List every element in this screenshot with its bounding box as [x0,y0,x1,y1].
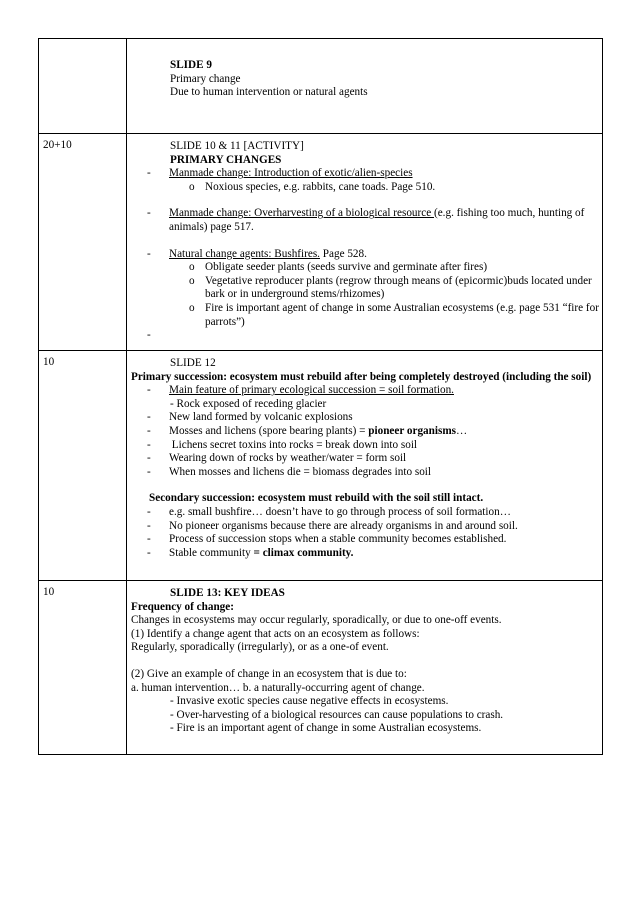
time-cell: 20+10 [39,134,127,351]
list-item: - Mosses and lichens (spore bearing plants) = pioneer organisms… [147,424,468,437]
content-cell [127,351,603,581]
content-cell [127,134,603,351]
content-cell [127,581,603,755]
section-heading: Secondary succession: ecosystem must rebuild with the soil still intact. [149,492,484,505]
time-cell: 10 [39,581,127,755]
content-cell [127,39,603,134]
list-item: - Lichens secret toxins into rocks = break down into soil [147,438,418,451]
text-line: - Invasive exotic species cause negative effects in ecosystems. [170,695,449,708]
text-line: (2) Give an example of change in an ecosystem that is due to: [131,667,407,680]
text-line: a. human intervention… b. a naturally-occurring agent of change. [131,681,425,694]
list-item: - When mosses and lichens die = biomass degrades into soil [147,465,432,478]
text-line: Primary change [170,72,241,85]
text-line: (1) Identify a change agent that acts on an ecosystem as follows: [131,627,420,640]
list-item: - Natural change agents: Bushfires. Page 528. [147,247,367,260]
list-item: - Wearing down of rocks by weather/water = form soil [147,452,407,465]
text-line: Regularly, sporadically (irregularly), or as a one-of event. [131,641,389,654]
lesson-plan-table [38,38,603,755]
section-heading: Frequency of change: [131,600,234,613]
list-item: - Manmade change: Overharvesting of a biological resource (e.g. fishing too much, hunting of animals) page 517. [147,207,585,233]
sub-list-item: o Obligate seeder plants (seeds survive and germinate after fires) [189,261,488,274]
list-item: - e.g. small bushfire… doesn’t have to go through process of soil formation… [147,505,511,518]
list-item: - Manmade change: Introduction of exotic/alien-species [147,167,413,180]
slide-title: SLIDE 9 [170,59,212,71]
slide-title: SLIDE 13: KEY IDEAS [170,587,285,599]
text-line: - Fire is an important agent of change in some Australian ecosystems. [170,722,482,735]
table-row [39,581,603,755]
text-line: - Rock exposed of receding glacier [170,397,327,410]
sub-list-item: o Noxious species, e.g. rabbits, cane toads. Page 510. [189,180,436,193]
sub-list-item: o Fire is important agent of change in some Australian ecosystems (e.g. page 531 “fire for parrots”) [189,301,599,328]
list-item: - Process of succession stops when a stable community becomes established. [147,533,507,546]
time-cell [39,39,127,134]
table-row [39,39,603,134]
text-line: - Over-harvesting of a biological resources can cause populations to crash. [170,708,504,721]
list-item: - Stable community = climax community. [147,546,354,559]
slide-title: SLIDE 10 & 11 [ACTIVITY] [170,140,304,152]
list-item: - [147,329,151,342]
section-heading: PRIMARY CHANGES [170,153,282,166]
list-item: - Main feature of primary ecological succession = soil formation. [147,384,454,397]
list-item: - New land formed by volcanic explosions [147,411,353,424]
list-item: - No pioneer organisms because there are already organisms in and around soil. [147,519,518,532]
table-row [39,351,603,581]
text-line: Due to human intervention or natural agents [170,86,368,99]
table-row [39,134,603,351]
section-heading: Primary succession: ecosystem must rebuild after being completely destroyed (including the soil) [131,370,592,383]
time-cell: 10 [39,351,127,581]
sub-list-item: o Vegetative reproducer plants (regrow through means of (epicormic)buds located under bark or in underground stems/rhizomes) [189,274,592,301]
slide-title: SLIDE 12 [170,357,216,369]
text-line: Changes in ecosystems may occur regularly, sporadically, or due to one-off events. [131,614,502,627]
